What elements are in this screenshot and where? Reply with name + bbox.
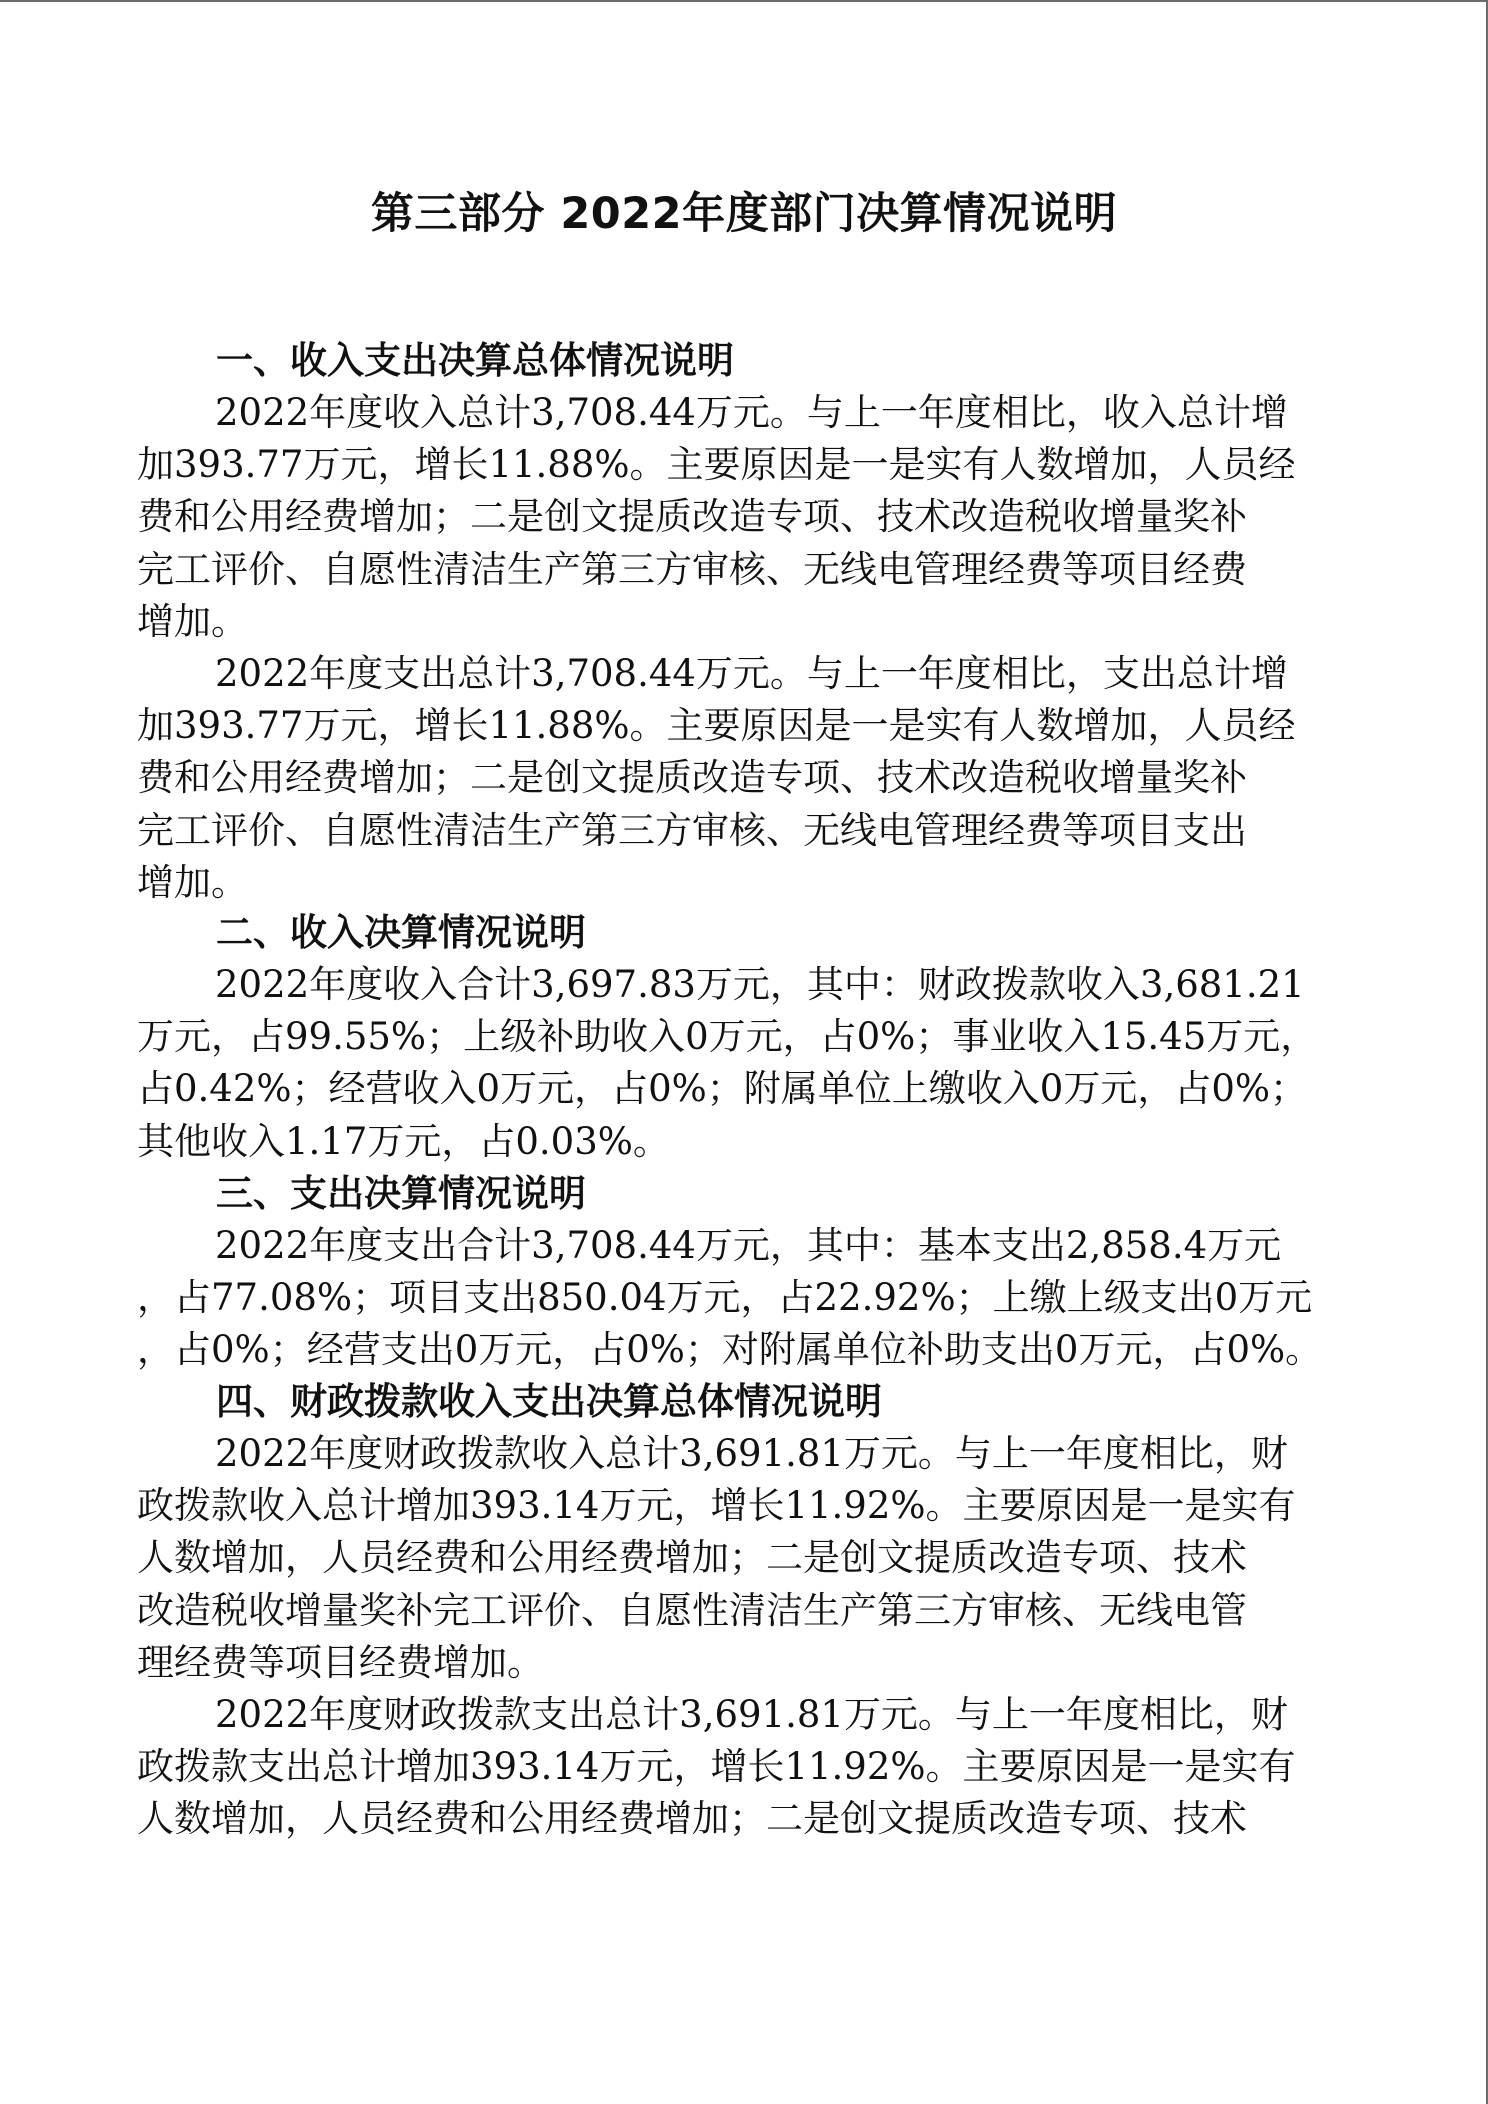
text-line: 增加。 bbox=[137, 599, 248, 643]
text-line: 万元，占99.55%；上级补助收入0万元，占0%；事业收入15.45万元， bbox=[137, 1015, 1318, 1059]
paragraph-fiscal-income bbox=[137, 1428, 1337, 1689]
text-line: 费和公用经费增加；二是创文提质改造专项、技术改造税收增量奖补 bbox=[137, 495, 1247, 539]
text-line: 增加。 bbox=[137, 860, 248, 904]
text-line: 完工评价、自愿性清洁生产第三方审核、无线电管理经费等项目支出 bbox=[137, 808, 1247, 852]
text-line: 加393.77万元，增长11.88%。主要原因是一是实有人数增加，人员经 bbox=[137, 443, 1296, 487]
paragraph-income-expense-total-income bbox=[137, 387, 1337, 648]
text-line: 2022年度收入总计3,708.44万元。与上一年度相比，收入总计增 bbox=[215, 391, 1288, 434]
text-line: 人数增加，人员经费和公用经费增加；二是创文提质改造专项、技术 bbox=[137, 1536, 1247, 1580]
paragraph-expense-detail bbox=[137, 1220, 1337, 1377]
text-line: 政拨款收入总计增加393.14万元，增长11.92%。主要原因是一是实有 bbox=[137, 1484, 1296, 1528]
text-line: 2022年度财政拨款支出总计3,691.81万元。与上一年度相比，财 bbox=[215, 1693, 1288, 1736]
paragraph-income-detail bbox=[137, 959, 1337, 1168]
text-line: ，占0%；经营支出0万元，占0%；对附属单位补助支出0万元，占0%。 bbox=[137, 1328, 1323, 1372]
text-line: 理经费等项目经费增加。 bbox=[137, 1640, 544, 1684]
text-line: 完工评价、自愿性清洁生产第三方审核、无线电管理经费等项目经费 bbox=[137, 547, 1247, 591]
paragraph-income-expense-total-expense bbox=[137, 648, 1337, 909]
text-line: 其他收入1.17万元，占0.03%。 bbox=[137, 1119, 670, 1163]
text-line: 加393.77万元，增长11.88%。主要原因是一是实有人数增加，人员经 bbox=[137, 704, 1296, 748]
text-line: 2022年度收入合计3,697.83万元，其中：财政拨款收入3,681.21 bbox=[215, 963, 1305, 1006]
text-line: 占0.42%；经营收入0万元，占0%；附属单位上缴收入0万元，占0%； bbox=[137, 1067, 1308, 1111]
text-line: 改造税收增量奖补完工评价、自愿性清洁生产第三方审核、无线电管 bbox=[137, 1588, 1247, 1632]
page-title: 第三部分 2022年度部门决算情况说明 bbox=[370, 189, 1118, 239]
text-line: 2022年度支出合计3,708.44万元，其中：基本支出2,858.4万元 bbox=[215, 1224, 1282, 1267]
text-line: 2022年度财政拨款收入总计3,691.81万元。与上一年度相比，财 bbox=[215, 1432, 1288, 1475]
section-heading-4: 四、财政拨款收入支出决算总体情况说明 bbox=[216, 1380, 882, 1423]
section-heading-3: 三、支出决算情况说明 bbox=[216, 1172, 586, 1215]
text-line: 政拨款支出总计增加393.14万元，增长11.92%。主要原因是一是实有 bbox=[137, 1745, 1296, 1789]
section-heading-2: 二、收入决算情况说明 bbox=[216, 911, 586, 954]
text-line: 人数增加，人员经费和公用经费增加；二是创文提质改造专项、技术 bbox=[137, 1797, 1247, 1841]
text-line: 费和公用经费增加；二是创文提质改造专项、技术改造税收增量奖补 bbox=[137, 756, 1247, 800]
text-line: ，占77.08%；项目支出850.04万元，占22.92%；上缴上级支出0万元 bbox=[137, 1276, 1313, 1320]
text-line: 2022年度支出总计3,708.44万元。与上一年度相比，支出总计增 bbox=[215, 652, 1288, 695]
section-heading-1: 一、收入支出决算总体情况说明 bbox=[216, 339, 734, 382]
paragraph-fiscal-expense bbox=[137, 1689, 1337, 1846]
